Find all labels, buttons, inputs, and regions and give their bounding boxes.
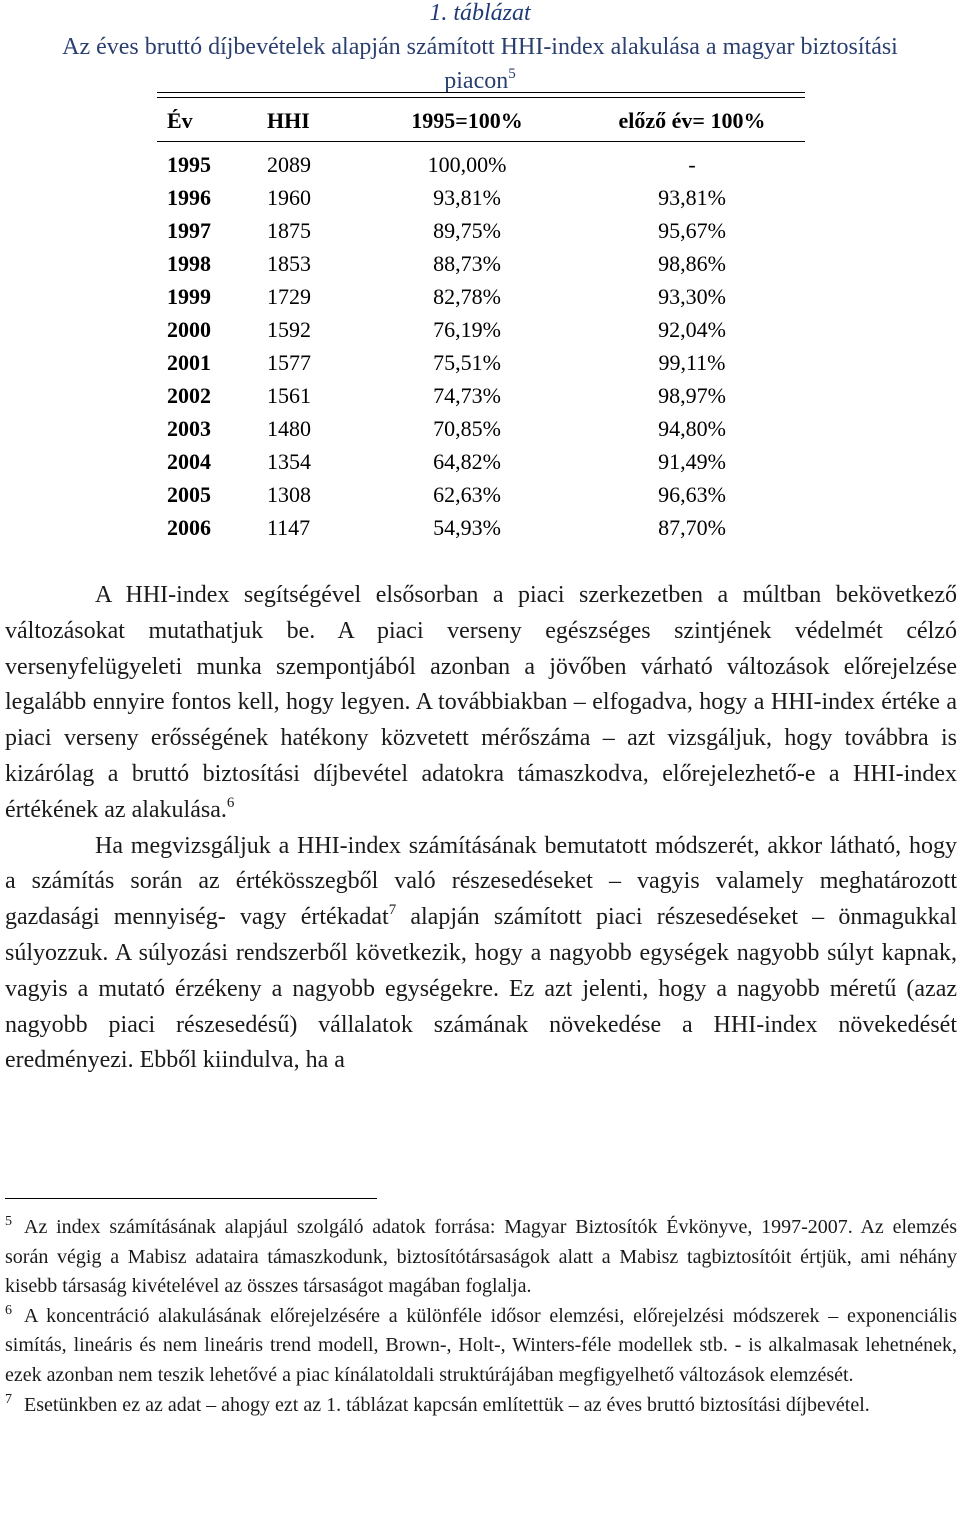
- table-row: [157, 412, 805, 445]
- header-index-1995: 1995=100%: [411, 108, 523, 133]
- cell-hhi: 1592: [267, 317, 311, 342]
- cell-year: 1998: [167, 251, 211, 276]
- cell-year: 1995: [167, 152, 211, 177]
- cell-hhi: 1960: [267, 185, 311, 210]
- cell-index-prev: 98,86%: [658, 251, 726, 276]
- cell-index-prev: 92,04%: [658, 317, 726, 342]
- cell-index-1995: 89,75%: [433, 218, 501, 243]
- paragraph-1-text: A HHI-index segítségével elsősorban a piaci szerkezetben a múltban bekövetkező változásokat mutathatjuk be. A piaci verseny egészséges szintjének védelmét célzó versenyfelügyeleti munka szempontjából azonban a jövőben várható változások előrejelzése legalább ennyire fontos kell, hogy legyen. A továbbiakban – elfogadva, hogy a HHI-index értéke a piaci verseny erősségének hatékony közvetett mérőszáma – azt vizsgáljuk, hogy továbbra is kizárólag a bruttó biztosítási díjbevétel adatokra támaszkodva, előrejelezhető-e a HHI-index értékének az alakulása.: [5, 582, 957, 823]
- cell-index-1995: 70,85%: [433, 416, 501, 441]
- footnote-ref-7[interactable]: 7: [388, 902, 397, 919]
- table-row: [157, 478, 805, 511]
- cell-hhi: 1147: [267, 515, 311, 540]
- cell-year: 2003: [167, 416, 211, 441]
- cell-index-prev: 91,49%: [658, 449, 726, 474]
- body-text: [5, 578, 957, 1079]
- cell-index-prev: 93,30%: [658, 284, 726, 309]
- table-row: [157, 511, 805, 544]
- cell-index-prev: 87,70%: [658, 515, 726, 540]
- footnote-ref-5[interactable]: 5: [508, 66, 516, 82]
- cell-index-1995: 64,82%: [433, 449, 501, 474]
- footnote-ref-6[interactable]: 6: [226, 794, 235, 811]
- table-top-rule-2: [157, 97, 805, 98]
- paragraph-2-text-a: Ha megvizsgáljuk a HHI-index számításának bemutatott módszerét, akkor látható, hogy a számítás során az értékösszegből való részesedéseket – vagyis valamely meghatározott gazdasági mennyiség- vagy értékadat: [5, 832, 957, 931]
- cell-hhi: 1480: [267, 416, 311, 441]
- cell-hhi: 1875: [267, 218, 311, 243]
- cell-index-1995: 74,73%: [433, 383, 501, 408]
- cell-index-1995: 82,78%: [433, 284, 501, 309]
- header-index-prev: előző év= 100%: [618, 108, 766, 133]
- footnote-text: Az index számításának alapjául szolgáló adatok forrása: Magyar Biztosítók Évkönyve, 1997-2007. Az elemzés során végig a Mabisz adataira támaszkodunk, biztosítótársaságok alatt a Mabisz tagbiztosítóit értjük, ami néhány kisebb társaság kivételével az összes társaságot magában foglalja.: [5, 1216, 957, 1298]
- cell-index-prev: 98,97%: [658, 383, 726, 408]
- footnote-6: [5, 1302, 957, 1391]
- cell-hhi: 1308: [267, 482, 311, 507]
- table-caption-title: 1. táblázat: [429, 0, 531, 26]
- paragraph-2: [5, 829, 957, 1080]
- table-row: [157, 445, 805, 478]
- table-row: [157, 379, 805, 412]
- footnote-number: 7: [5, 1391, 12, 1407]
- header-year: Év: [167, 108, 193, 133]
- header-hhi: HHI: [267, 108, 310, 133]
- table-row: [157, 280, 805, 313]
- footnote-text: A koncentráció alakulásának előrejelzésére a különféle idősor elemzési, előrejelzési módszerek – exponenciális simítás, lineáris és nem lineáris trend modell, Brown-, Holt-, Winters-féle modellek stb. - is alkalmasak lehetnének, ezek azonban nem teszik lehetővé a piac kínálatoldali struktúrájában megfigyelhető változások elemzését.: [5, 1304, 957, 1386]
- cell-index-1995: 62,63%: [433, 482, 501, 507]
- cell-index-1995: 54,93%: [433, 515, 501, 540]
- paragraph-1: [5, 578, 957, 829]
- cell-year: 2001: [167, 350, 211, 375]
- cell-index-prev: 95,67%: [658, 218, 726, 243]
- table-header-row: [157, 103, 805, 139]
- table-row: [157, 346, 805, 379]
- paragraph-2-text-b: alapján számított piaci részesedéseket – önmagukkal súlyozzuk. A súlyozási rendszerből következik, hogy a nagyobb egységek nagyobb súlyt kapnak, vagyis a mutató érzékeny a nagyobb egységekre. Ez azt jelenti, hogy a nagyobb méretű (azaz nagyobb piaci részesedésű) vállalatok számának növekedése a HHI-index növekedését eredményezi. Ebből kiindulva, ha a: [5, 904, 957, 1074]
- cell-index-prev: 94,80%: [658, 416, 726, 441]
- table-header-rule: [157, 141, 805, 142]
- cell-year: 2000: [167, 317, 211, 342]
- table-row: [157, 148, 805, 181]
- cell-index-1995: 76,19%: [433, 317, 501, 342]
- cell-year: 1996: [167, 185, 211, 210]
- table-body: [157, 148, 805, 544]
- cell-index-1995: 88,73%: [433, 251, 501, 276]
- cell-hhi: 2089: [267, 152, 311, 177]
- footnote-5: [5, 1213, 957, 1302]
- table-row: [157, 181, 805, 214]
- footnote-separator: [5, 1198, 377, 1199]
- footnote-number: 6: [5, 1302, 12, 1318]
- table-caption-subtitle-text: Az éves bruttó díjbevételek alapján számított HHI-index alakulása a magyar biztosítási piacon: [62, 34, 898, 94]
- cell-year: 2005: [167, 482, 211, 507]
- footnote-number: 5: [5, 1214, 12, 1229]
- cell-hhi: 1729: [267, 284, 311, 309]
- hhi-table: [157, 103, 805, 540]
- footnotes: [5, 1213, 957, 1420]
- cell-hhi: 1354: [267, 449, 311, 474]
- cell-index-prev: 96,63%: [658, 482, 726, 507]
- cell-year: 2002: [167, 383, 211, 408]
- cell-index-prev: 93,81%: [658, 185, 726, 210]
- cell-index-prev: -: [688, 152, 696, 177]
- cell-year: 2006: [167, 515, 211, 540]
- cell-year: 2004: [167, 449, 211, 474]
- table-top-rule-1: [157, 92, 805, 93]
- cell-hhi: 1577: [267, 350, 311, 375]
- footnote-text: Esetünkben ez az adat – ahogy ezt az 1. táblázat kapcsán említettük – az éves bruttó biztosítási díjbevétel.: [24, 1393, 870, 1416]
- cell-index-1995: 75,51%: [433, 350, 501, 375]
- table-row: [157, 313, 805, 346]
- cell-hhi: 1853: [267, 251, 311, 276]
- cell-hhi: 1561: [267, 383, 311, 408]
- footnote-7: [5, 1391, 957, 1421]
- cell-index-1995: 100,00%: [427, 152, 507, 177]
- cell-year: 1997: [167, 218, 211, 243]
- cell-index-1995: 93,81%: [433, 185, 501, 210]
- table-row: [157, 214, 805, 247]
- cell-index-prev: 99,11%: [658, 350, 726, 375]
- table-row: [157, 247, 805, 280]
- cell-year: 1999: [167, 284, 211, 309]
- table-caption-subtitle: [40, 30, 920, 98]
